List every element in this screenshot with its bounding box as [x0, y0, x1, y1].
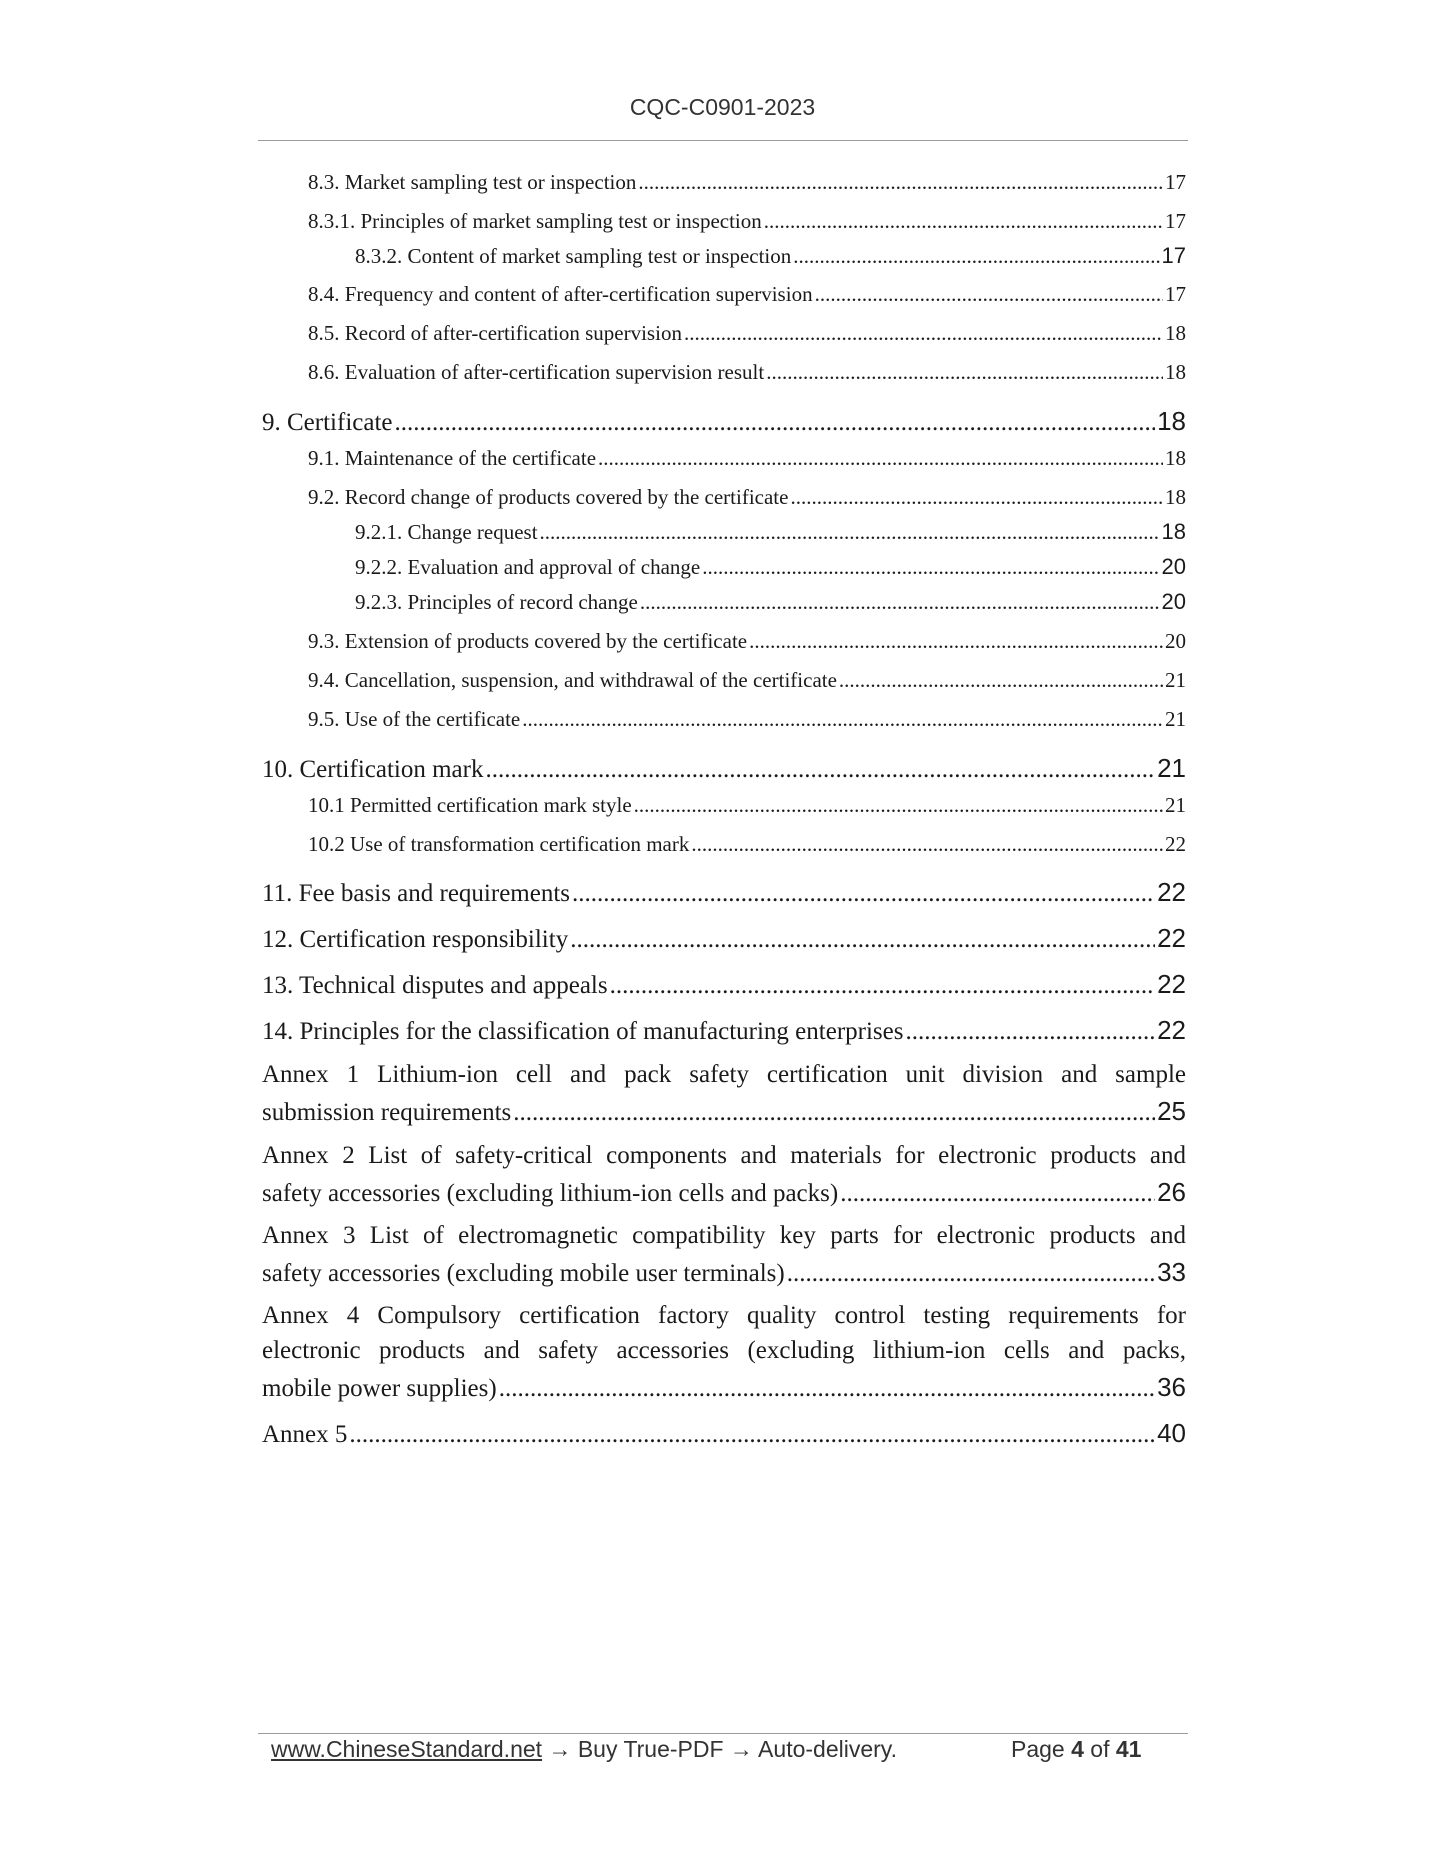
- footer-divider: [258, 1733, 1188, 1734]
- toc-entry-page: 22: [1157, 969, 1186, 999]
- website-link[interactable]: www.ChineseStandard.net: [271, 1736, 543, 1762]
- toc-entry[interactable]: [308, 282, 1186, 307]
- toc-annex-entry[interactable]: [262, 1418, 1186, 1449]
- annex-line-last: mobile power supplies): [262, 1375, 497, 1402]
- annex-line-last: safety accessories (excluding mobile user terminals): [262, 1260, 785, 1287]
- toc-chapter-entry[interactable]: [262, 877, 1186, 908]
- toc-entry-label: 9.4. Cancellation, suspension, and withdrawal of the certificate: [308, 668, 837, 692]
- toc-entry[interactable]: [355, 243, 1186, 269]
- toc-entry[interactable]: [308, 832, 1186, 857]
- annex-line: Annex 4 Compulsory certification factory quality control testing requirements for: [262, 1302, 1186, 1329]
- toc-entry-label: 9.3. Extension of products covered by the certificate: [308, 629, 748, 653]
- toc-entry[interactable]: [308, 793, 1186, 818]
- dot-leader: [610, 972, 1155, 1000]
- toc-entry-label: 8.6. Evaluation of after-certification supervision result: [308, 360, 765, 384]
- annex-line: Annex 3 List of electromagnetic compatibility key parts for electronic products and: [262, 1222, 1186, 1249]
- toc-entry-label: 9.5. Use of the certificate: [308, 707, 521, 731]
- toc-entry[interactable]: [308, 360, 1186, 385]
- dot-leader: [787, 1260, 1155, 1288]
- toc-entry-label: 8.5. Record of after-certification supervision: [308, 321, 682, 345]
- toc-chapter-entry[interactable]: [262, 969, 1186, 1000]
- dot-leader: [634, 793, 1163, 818]
- dot-leader: [485, 756, 1155, 784]
- toc-entry-page: 18: [1165, 485, 1186, 509]
- dot-leader: [691, 832, 1163, 857]
- toc-entry-label: 9.2.1. Change request: [355, 520, 538, 544]
- dot-leader: [764, 209, 1163, 234]
- dot-leader: [793, 244, 1159, 269]
- toc-entry[interactable]: [308, 668, 1186, 693]
- dot-leader: [905, 1018, 1155, 1046]
- toc-chapter-entry[interactable]: [262, 753, 1186, 784]
- toc-entry-page: 33: [1157, 1257, 1186, 1287]
- toc-annex-entry[interactable]: [262, 1142, 1186, 1208]
- toc-entry[interactable]: [308, 321, 1186, 346]
- toc-annex-entry[interactable]: [262, 1222, 1186, 1288]
- toc-entry-label: 11. Fee basis and requirements: [262, 880, 571, 907]
- toc-annex-entry[interactable]: [262, 1061, 1186, 1127]
- footer: [271, 1736, 1142, 1763]
- toc-entry-label: 13. Technical disputes and appeals: [262, 972, 608, 999]
- annex-line: Annex 1 Lithium-ion cell and pack safety certification unit division and sample: [262, 1061, 1186, 1088]
- toc-entry-page: 18: [1157, 406, 1186, 436]
- dot-leader: [540, 520, 1160, 545]
- toc-entry-page: 40: [1157, 1418, 1186, 1448]
- toc-entry-label: 9.2.3. Principles of record change: [355, 590, 638, 614]
- dot-leader: [499, 1375, 1155, 1403]
- toc-chapter-entry[interactable]: [262, 406, 1186, 437]
- toc-entry-label: 8.4. Frequency and content of after-certification supervision: [308, 282, 813, 306]
- dot-leader: [815, 282, 1163, 307]
- dot-leader: [572, 880, 1155, 908]
- annex-line-last: Annex 5: [262, 1421, 348, 1448]
- page-number: 4: [1071, 1736, 1084, 1762]
- toc-entry-page: 36: [1157, 1372, 1186, 1402]
- toc-entry[interactable]: [308, 446, 1186, 471]
- toc-entry-label: 9.2. Record change of products covered by the certificate: [308, 485, 789, 509]
- toc-entry[interactable]: [308, 707, 1186, 732]
- toc-entry-label: 10.1 Permitted certification mark style: [308, 793, 632, 817]
- dot-leader: [840, 1180, 1155, 1208]
- toc-entry-page: 21: [1165, 707, 1186, 731]
- dot-leader: [702, 555, 1159, 580]
- dot-leader: [513, 1099, 1155, 1127]
- toc-entry-page: 22: [1157, 923, 1186, 953]
- annex-line: electronic products and safety accessories (excluding lithium-ion cells and packs,: [262, 1337, 1186, 1364]
- toc-entry[interactable]: [308, 629, 1186, 654]
- dot-leader: [766, 360, 1163, 385]
- dot-leader: [349, 1421, 1155, 1449]
- dot-leader: [522, 707, 1163, 732]
- dot-leader: [395, 409, 1156, 437]
- toc-entry-page: 21: [1165, 793, 1186, 817]
- toc-entry-label: 8.3. Market sampling test or inspection: [308, 170, 637, 194]
- toc-entry-page: 21: [1165, 668, 1186, 692]
- annex-line-last: safety accessories (excluding lithium-ion cells and packs): [262, 1180, 839, 1207]
- toc-entry-page: 20: [1161, 554, 1186, 579]
- toc-entry[interactable]: [355, 589, 1186, 615]
- toc-entry-page: 22: [1165, 832, 1186, 856]
- dot-leader: [638, 170, 1163, 195]
- toc-entry-label: 8.3.2. Content of market sampling test or inspection: [355, 244, 792, 268]
- dot-leader: [570, 926, 1155, 954]
- toc-chapter-entry[interactable]: [262, 923, 1186, 954]
- page-total: 41: [1115, 1736, 1142, 1762]
- toc-chapter-entry[interactable]: [262, 1015, 1186, 1046]
- dot-leader: [684, 321, 1163, 346]
- toc-entry[interactable]: [308, 170, 1186, 195]
- toc-entry-page: 18: [1161, 519, 1186, 544]
- dot-leader: [839, 668, 1163, 693]
- toc-entry-page: 17: [1165, 170, 1186, 194]
- of-word: of: [1090, 1736, 1110, 1762]
- toc-entry-label: 9. Certificate: [262, 409, 393, 436]
- annex-line: Annex 2 List of safety-critical components and materials for electronic products and: [262, 1142, 1186, 1169]
- toc-entry[interactable]: [308, 209, 1186, 234]
- dot-leader: [749, 629, 1163, 654]
- toc-entry-page: 22: [1157, 1015, 1186, 1045]
- dot-leader: [598, 446, 1163, 471]
- toc-entry-label: 10.2 Use of transformation certification mark: [308, 832, 690, 856]
- toc-entry-label: 9.1. Maintenance of the certificate: [308, 446, 597, 470]
- toc-entry-label: 12. Certification responsibility: [262, 926, 569, 953]
- page-word: Page: [1011, 1736, 1065, 1762]
- toc-entry-page: 17: [1165, 282, 1186, 306]
- toc-entry-page: 25: [1157, 1096, 1186, 1126]
- toc-entry-page: 18: [1165, 321, 1186, 345]
- toc-entry-page: 17: [1165, 209, 1186, 233]
- footer-tagline: → Buy True-PDF → Auto-delivery.: [542, 1736, 897, 1762]
- toc-entry-label: 10. Certification mark: [262, 756, 484, 783]
- toc-entry-label: 9.2.2. Evaluation and approval of change: [355, 555, 701, 579]
- toc-entry-page: 21: [1157, 753, 1186, 783]
- document-code: CQC-C0901-2023: [629, 94, 816, 120]
- dot-leader: [790, 485, 1163, 510]
- toc-entry[interactable]: [355, 554, 1186, 580]
- toc-entry[interactable]: [355, 519, 1186, 545]
- toc-entry-page: 22: [1157, 877, 1186, 907]
- toc-entry-label: 8.3.1. Principles of market sampling test or inspection: [308, 209, 762, 233]
- toc-entry[interactable]: [308, 485, 1186, 510]
- toc-entry-page: 18: [1165, 360, 1186, 384]
- toc-annex-entry[interactable]: [262, 1302, 1186, 1403]
- toc-entry-page: 18: [1165, 446, 1186, 470]
- toc-entry-page: 26: [1157, 1177, 1186, 1207]
- toc-entry-page: 20: [1161, 589, 1186, 614]
- toc-entry-page: 17: [1161, 243, 1186, 268]
- annex-line-last: submission requirements: [262, 1099, 512, 1126]
- dot-leader: [640, 590, 1160, 615]
- toc-entry-page: 20: [1165, 629, 1186, 653]
- toc-entry-label: 14. Principles for the classification of manufacturing enterprises: [262, 1018, 904, 1045]
- page-indicator: [1011, 1736, 1141, 1763]
